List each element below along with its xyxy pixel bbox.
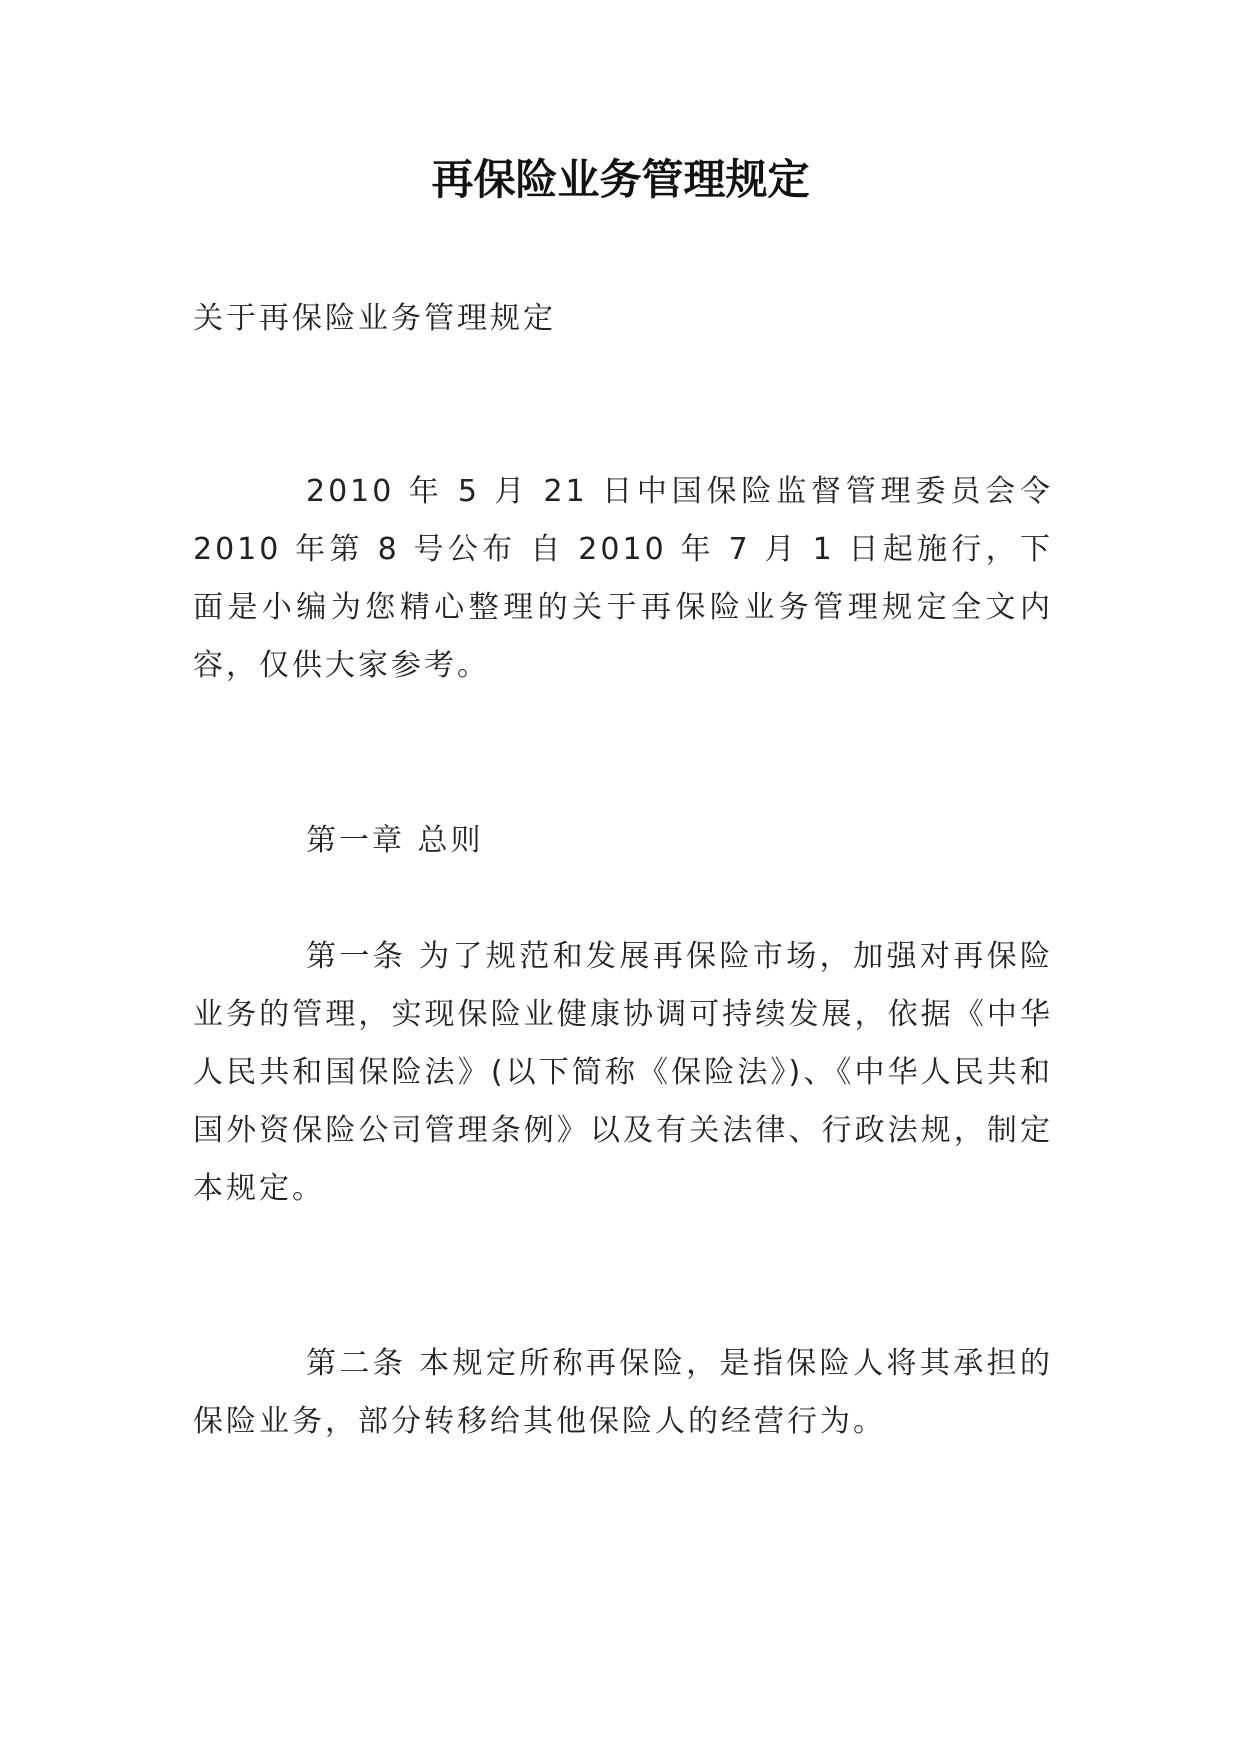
document-subtitle: 关于再保险业务管理规定 xyxy=(193,301,556,336)
document-title: 再保险业务管理规定 xyxy=(431,155,810,204)
article-1-paragraph: 第一条 为了规范和发展再保险市场，加强对再保险业务的管理，实现保险业健康协调可持续发展，依据《中华人民共和国保险法》(以下简称《保险法》)、《中华人民共和国外资保险公司管理条例》以及有关法律、行政法规，制定本规定。 xyxy=(193,939,1053,1206)
intro-paragraph: 2010 年 5 月 21 日中国保险监督管理委员会令 2010 年第 8 号公布 自 2010 年 7 月 1 日起施行，下面是小编为您精心整理的关于再保险业务管理规定全文内容，仅供大家参考。 xyxy=(193,474,1053,683)
article-2-paragraph: 第二条 本规定所称再保险，是指保险人将其承担的保险业务，部分转移给其他保险人的经营行为。 xyxy=(193,1346,1053,1439)
chapter-heading: 第一章 总则 xyxy=(306,823,484,858)
